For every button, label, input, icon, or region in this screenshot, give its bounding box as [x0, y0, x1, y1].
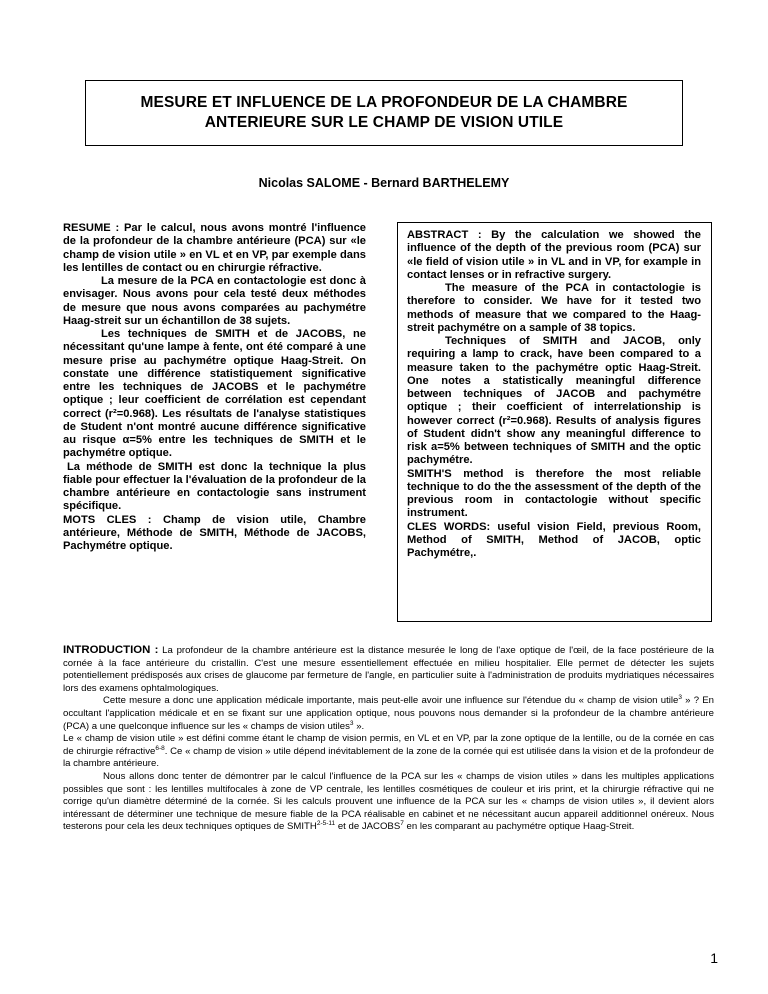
title-box	[85, 80, 683, 146]
resume-keywords: MOTS CLES : Champ de vision utile, Chambre antérieure, Méthode de SMITH, Méthode de JACOBS, Pachymétre optique.	[63, 513, 366, 552]
citation: 6-8	[155, 744, 165, 752]
intro-text: en les comparant au pachymétre optique Haag-Streit.	[403, 821, 635, 833]
resume-paragraph: Les techniques de SMITH et de JACOBS, ne nécessitant qu'une lampe à fente, ont été comparé à une mesure prise au pachymétre optique Haag-Streit. On constate une différence statistiquement significative entre les techniques de JACOBS et le pachymétre optique ; leur coefficient de corrélation est cependant correct (r²=0.968). Les résultats de l'analyse statistiques de Student n'ont montré aucune différence significative au risque α=5% entre les techniques de SMITH et le pachymétre optique.	[63, 328, 366, 460]
intro-text: » ? En occultant l'application médicale et en se fixant sur une application optique, nous pouvons nous demander si la profondeur de la chambre antérieure (PCA) a une quelconque influence sur les « champs de vision utiles	[63, 695, 715, 732]
intro-paragraph	[63, 644, 714, 695]
abstract-paragraph: ABSTRACT : By the calculation we showed the influence of the depth of the previous room (PCA) sur «le field of vision utile » in VL and in VP, for example in contact lenses or in refractive surgery.	[407, 229, 701, 281]
intro-heading: INTRODUCTION :	[63, 644, 159, 656]
resume-column	[63, 222, 366, 553]
abstract-keywords: CLES WORDS: useful vision Field, previous Room, Method of SMITH, Method of JACOB, optic Pachymétre,.	[407, 520, 701, 559]
title-line-2: ANTERIEURE SUR LE CHAMP DE VISION UTILE	[204, 114, 564, 131]
introduction-section	[63, 644, 714, 834]
authors: Nicolas SALOME - Bernard BARTHELEMY	[258, 176, 510, 190]
citation: 2-5-11	[316, 820, 336, 828]
resume-paragraph: RESUME : Par le calcul, nous avons montré l'influence de la profondeur de la chambre antérieure (PCA) sur «le champ de vision utile » en VL et en VP, par exemple dans les lentilles de contact ou en chirurgie réfractive.	[63, 222, 366, 274]
citation: 7	[400, 820, 404, 828]
abstract-paragraph: SMITH'S method is therefore the most reliable technique to do the the assessment of the depth of the previous room in contactologie without specific instrument.	[407, 467, 701, 520]
abstract-box	[397, 222, 712, 622]
citation: 3	[349, 719, 354, 727]
paper-title	[141, 93, 628, 133]
intro-text: et de JACOBS	[335, 821, 401, 833]
intro-text: Cette mesure a donc une application médicale importante, mais peut-elle avoir une influence sur l'étendue du « champ de vision utile	[103, 695, 679, 707]
resume-paragraph: La mesure de la PCA en contactologie est donc à envisager. Nous avons pour cela testé deux méthodes de mesure que nous avons comparées au pachymétre Haag-streit sur un échantillon de 38 sujets.	[63, 275, 366, 327]
page-number: 1	[710, 950, 718, 966]
intro-paragraph	[63, 695, 714, 733]
title-line-1: MESURE ET INFLUENCE DE LA PROFONDEUR DE LA CHAMBRE	[140, 94, 628, 111]
abstract-paragraph: The measure of the PCA in contactologie is therefore to consider. We have for it tested two methods of measure that we compared to the Haag-streit pachymétre on a sample of 38 topics.	[407, 282, 701, 334]
abstract-paragraph: Techniques of SMITH and JACOB, only requiring a lamp to crack, have been compared to a measure taken to the pachymétre optic Haag-Streit. One notes a statistically meaningful difference between techniques of JACOB and pachymétre optique ; their coefficient of interrelationship is however correct (r²=0.968). Results of analysis figures of Student didn't show any meaningful difference to risk a=5% between techniques of SMITH and the optic pachymétre.	[407, 335, 701, 467]
intro-text: . Ce « champ de vision » utile dépend inévitablement de la zone de la cornée qui est utilisée dans la vision et de la profondeur de la chambre antérieure.	[63, 745, 714, 770]
intro-paragraph	[63, 733, 714, 771]
intro-paragraph	[63, 771, 714, 834]
citation: 3	[678, 694, 682, 702]
intro-text: Le « champ de vision utile » est défini comme étant le champ de vision permis, en VL et en VP, par la zone optique de la lentille, ou de la cornée en cas de chirurgie réfractive	[63, 733, 714, 757]
intro-text: La profondeur de la chambre antérieure est la distance mesurée le long de l'axe optique de l'œil, de la face postérieure de la cornée à la face antérieure du cristallin. C'est une mesure essentiellement effectuée en milieu hospitalier. Elle permet de détecter les sujets potentiellement prédisposés aux crises de glaucome par fermeture de l'angle, en particulier suite à l'administration de produits mydriatiques nécessaires lors des examens ophtalmologiques.	[63, 645, 714, 694]
resume-paragraph: La méthode de SMITH est donc la technique la plus fiable pour effectuer la l'évaluation de la profondeur de la chambre antérieure en contactologie sans instrument spécifique.	[63, 460, 366, 513]
intro-text: Nous allons donc tenter de démontrer par le calcul l'influence de la PCA sur les « champs de vision utiles » dans les multiples applications possibles que sont : les lentilles multifocales à zone de VP centrale, les lentilles cosmétiques de couleur et iris print, et la chirurgie réfractive qui ne corrige qu'un diamètre déterminé de la cornée. Si les calculs prouvent une influence de la PCA sur les « champs de vision utiles », il devient alors intéressant de déterminer une technique de mesure fiable de la PCA réalisable en cabinet et ne nécessitant aucun appareil additionnel onéreux. Nous testerons pour cela les deux techniques optiques de SMITH	[63, 770, 714, 833]
intro-text: ».	[353, 720, 365, 732]
